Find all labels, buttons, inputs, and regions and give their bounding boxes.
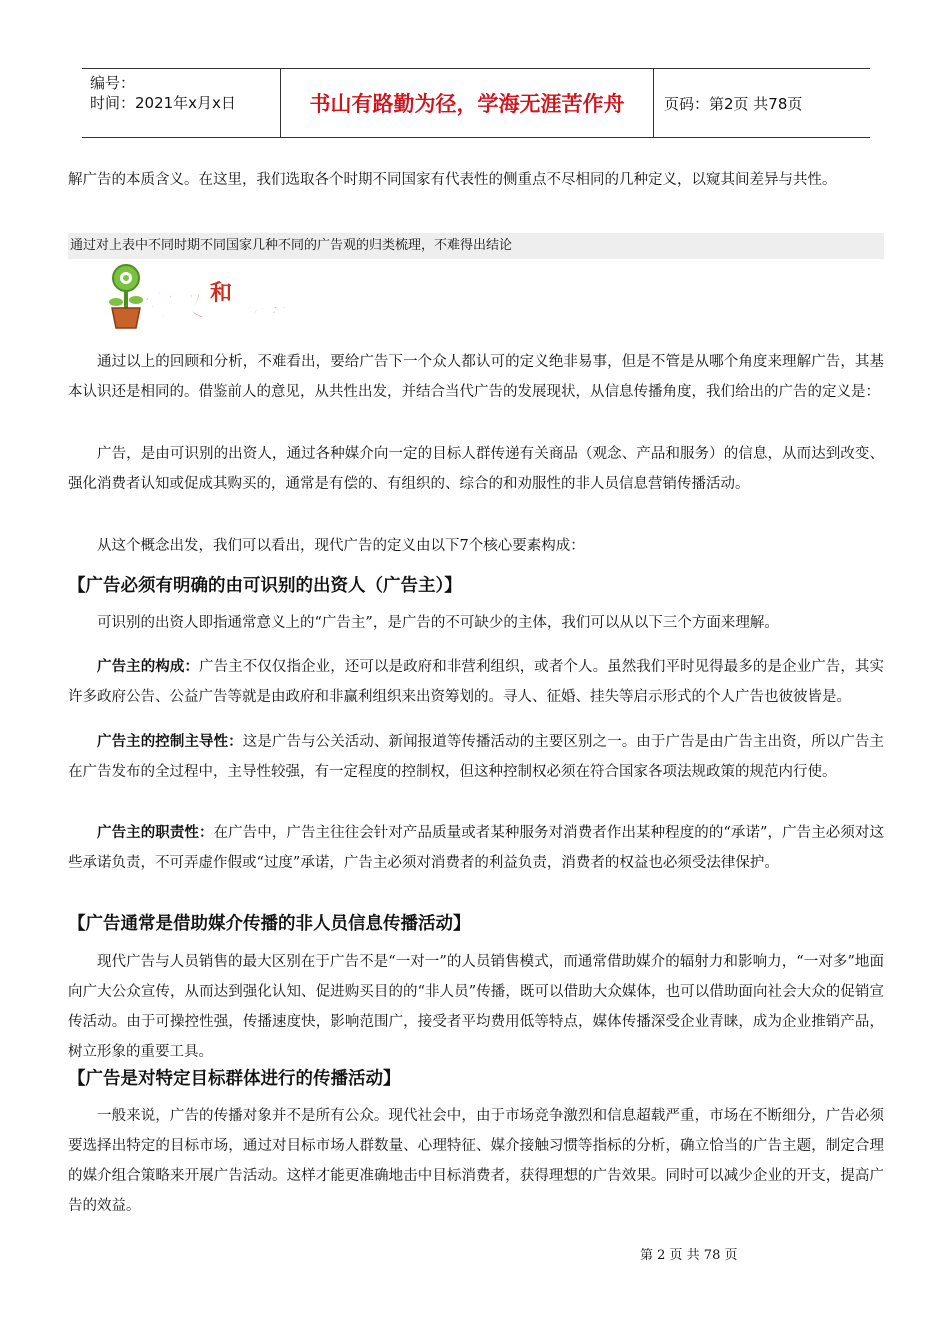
document-header — [82, 68, 870, 138]
header-motto: 书山有路勤为径，学海无涯苦作舟 — [280, 69, 654, 137]
section3-heading: 【广告是对特定目标群体进行的传播活动】 — [68, 1069, 401, 1089]
logo-char-4: 要 — [236, 291, 266, 326]
item-text: 这是广告与公关活动、新闻报道等传播活动的主要区别之一。由于广告是由广告主出资，所以广告主在广告发布的全过程中，主导性较强，有一定程度的控制权，但这种控制权必须在符合国家各项法规政策的规范内行使。 — [68, 734, 885, 780]
item-text: 在广告中，广告主往往会针对产品质量或者某种服务对消费者作出某种程度的的“承诺”，广告主必须对这些承诺负责，不可弄虚作假或“过度”承诺，广告主必须对消费者的利益负责，消费者的权益也必须受法律保护。 — [68, 825, 884, 871]
paragraph-definition: 广告，是由可识别的出资人，通过各种媒介向一定的目标人群传递有关商品（观念、产品和服务）的信息，从而达到改变、强化消费者认知或促成其购买的，通常是有偿的、有组织的、综合的和劝服性的非人员信息营销传播活动。 — [68, 446, 884, 492]
number-label: 编号： — [90, 74, 136, 92]
header-meta — [82, 69, 280, 137]
logo-char-3: 和 — [210, 281, 233, 306]
section1-item-responsibility — [68, 818, 884, 878]
logo-char-2: 义 — [176, 289, 206, 324]
section2-text: 现代广告与人员销售的最大区别在于广告不是“一对一”的人员销售模式，而通常借助媒介的辐射力和影响力，“一对多”地面向广大公众宣传，从而达到强化认知、促进购买目的的“非人员”传播，既可以借助大众媒体，也可以借助面向社会大众的促销宣传活动。由于可操控性强，传播速度快，影响范围广，接受者平均费用低等特点，媒体传播深受企业青睐，成为企业推销产品，树立形象的重要工具。 — [68, 954, 884, 1060]
paragraph-definition-intro: 通过以上的回顾和分析，不难看出，要给广告下一个众人都认可的定义绝非易事，但是不管是从哪个角度来理解广告，其基本认识还是相同的。借鉴前人的意见，从共性出发，并结合当代广告的发展现状，从信息传播角度，我们给出的广告的定义是： — [68, 354, 884, 400]
paragraph-elements-intro: 从这个概念出发，我们可以看出，现代广告的定义由以下7个核心要素构成： — [97, 538, 585, 554]
time-label: 时间：2021年x月x日 — [90, 94, 236, 112]
section1-heading: 【广告必须有明确的由可识别的出资人（广告主）】 — [68, 576, 462, 596]
page-footer: 第 2 页 共 78 页 — [640, 1248, 738, 1263]
item-title: 广告主的控制主导性： — [97, 734, 243, 750]
section1-item-control — [68, 727, 884, 787]
intro-paragraph: 解广告的本质含义。在这里，我们选取各个时期不同国家有代表性的侧重点不尽相同的几种定义，以窥其间差异与共性。 — [68, 172, 837, 188]
gray-note: 通过对上表中不同时期不同国家几种不同的广告观的归类梳理，不难得出结论 — [68, 233, 884, 259]
section3-text: 一般来说，广告的传播对象并不是所有公众。现代社会中，由于市场竞争激烈和信息超载严重，市场在不断细分，广告必须要选择出特定的目标市场，通过对目标市场人群数量、心理特征、媒介接触习惯等指标的分析，确立恰当的广告主题，制定合理的媒介组合策略来开展广告活动。这样才能更准确地击中目标消费者，获得理想的广告效果。同时可以减少企业的开支，提高广告的效益。 — [68, 1108, 884, 1214]
logo-char-1: 定 — [144, 289, 174, 324]
section2-heading: 【广告通常是借助媒介传播的非人员信息传播活动】 — [68, 914, 471, 934]
item-title: 广告主的构成： — [97, 659, 200, 675]
section1-item-composition — [68, 652, 884, 712]
item-title: 广告主的职责性： — [97, 825, 214, 841]
item-text: 广告主不仅仅指企业，还可以是政府和非营利组织，或者个人。虽然我们平时见得最多的是企业广告，其实许多政府公告、公益广告等就是由政府和非赢利组织来出资筹划的。寻人、征婚、挂失等启示形式的个人广告也彼彼皆是。 — [68, 659, 884, 705]
definition-elements-logo — [104, 262, 304, 332]
header-page-info: 页码：第2页 共78页 — [664, 94, 803, 113]
flower-pot-icon — [109, 265, 143, 328]
logo-char-5: 素 — [268, 291, 298, 326]
section1-intro: 可识别的出资人即指通常意义上的“广告主”，是广告的不可缺少的主体，我们可以从以下三个方面来理解。 — [97, 615, 779, 631]
